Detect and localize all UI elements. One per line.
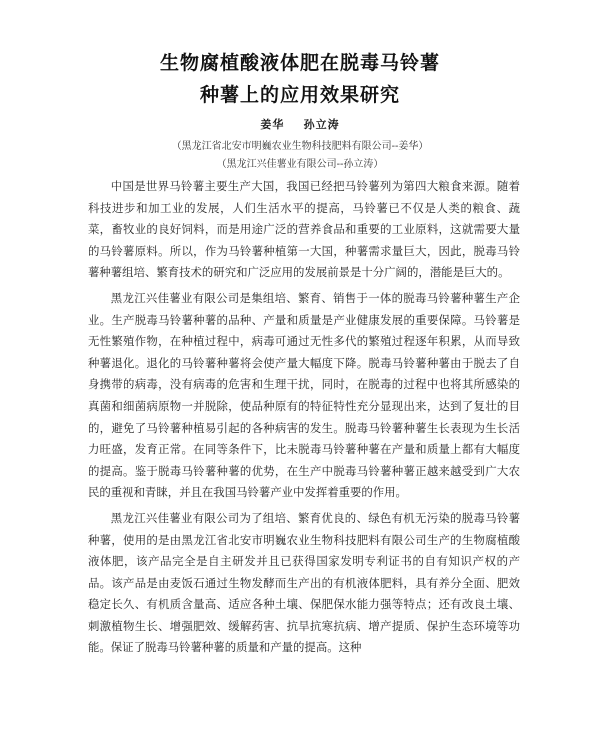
paragraph-1: 中国是世界马铃薯主要生产大国，我国已经把马铃薯列为第四大粮食来源。随着科技进步和加工业的发展，人们生活水平的提高，马铃薯已不仅是人类的粮食、蔬菜，畜牧业的良好饲料，而是用途广泛的营养食品和重要的工业原料，这就需要大量的马铃薯原料。所以，作为马铃薯种植第一大国，种薯需求量巨大，因此，脱毒马铃薯种薯组培、繁育技术的研究和广泛应用的发展前景是十分广阔的，潜能是巨大的。 xyxy=(88,179,520,280)
paper-title-line-1: 生物腐植酸液体肥在脱毒马铃薯 xyxy=(159,52,440,74)
paragraph-3: 黑龙江兴佳薯业有限公司为了组培、繁育优良的、绿色有机无污染的脱毒马铃薯种薯，使用的是由黑龙江省北安市明巍农业生物科技肥料有限公司生产的生物腐植酸液体肥，该产品完全是自主研发并且已获得国家发明专利证书的自有知识产权的产品。该产品是由麦饭石通过生物发酵而生产出的有机液体肥料，具有养分全面、肥效稳定长久、有机质含量高、适应各种土壤、保肥保水能力强等特点；还有改良土壤、刺激植物生长、增强肥效、缓解药害、抗旱抗寒抗病、增产提质、保护生态环境等功能。保证了脱毒马铃薯种薯的质量和产量的提高。这种 xyxy=(88,510,520,655)
affiliation-2: （黑龙江兴佳薯业有限公司--孙立涛） xyxy=(216,159,384,170)
authors: 姜华 孙立涛 xyxy=(260,118,340,131)
affiliation-1: （黑龙江省北安市明巍农业生物科技肥料有限公司--姜华） xyxy=(171,141,429,152)
paper-body xyxy=(88,176,520,659)
paragraph-2: 黑龙江兴佳薯业有限公司是集组培、繁育、销售于一体的脱毒马铃薯种薯生产企业。生产脱毒马铃薯种薯的品种、产量和质量是产业健康发展的重要保障。马铃薯是无性繁殖作物，在种植过程中，病毒可通过无性多代的繁殖过程逐年积累，从而导致种薯退化。退化的马铃薯种薯将会使产量大幅度下降。脱毒马铃薯种薯由于脱去了自身携带的病毒，没有病毒的危害和生理干扰，同时，在脱毒的过程中也将其所感染的真菌和细菌病原物一并脱除，使品种原有的特征特性充分显现出来，达到了复壮的目的，避免了马铃薯种植易引起的各种病害的发生。脱毒马铃薯种薯生长表现为生长活力旺盛，发育正常。在同等条件下，比未脱毒马铃薯种薯在产量和质量上都有大幅度的提高。鉴于脱毒马铃薯种薯的优势，在生产中脱毒马铃薯种薯正越来越受到广大农民的重视和青睐，并且在我国马铃薯产业中发挥着重要的作用。 xyxy=(88,290,520,500)
paper-title-line-2: 种薯上的应用效果研究 xyxy=(199,84,400,106)
